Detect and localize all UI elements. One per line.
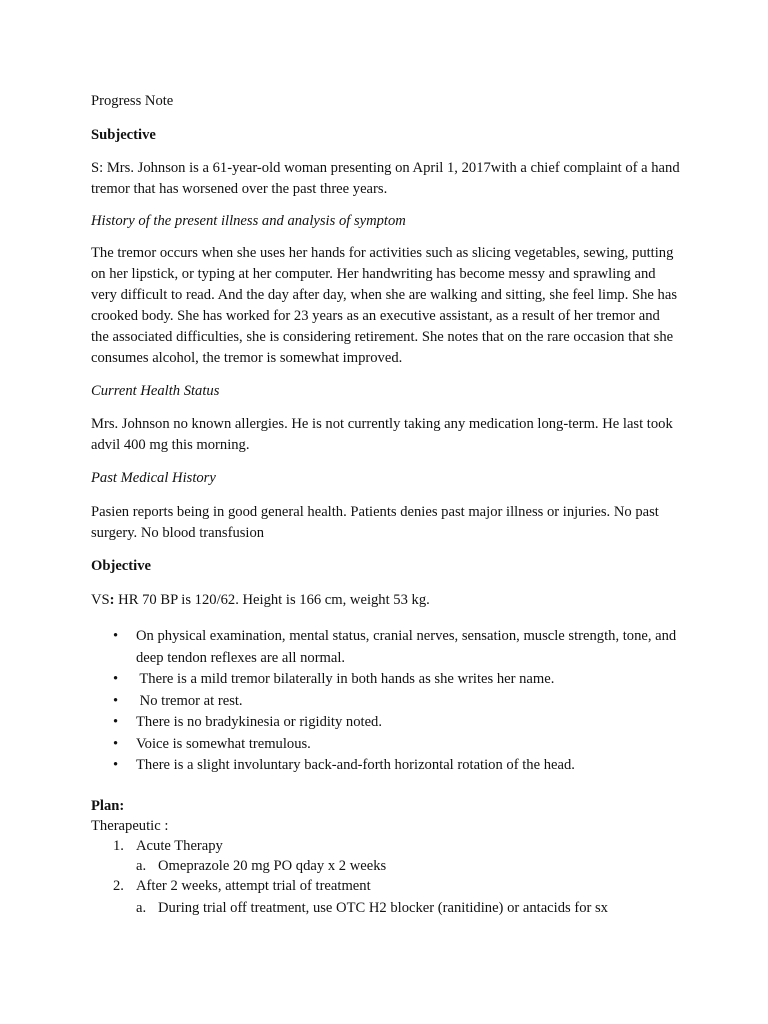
- plan-subitem-text: During trial off treatment, use OTC H2 blocker (ranitidine) or antacids for sx: [158, 900, 608, 916]
- list-item: [91, 669, 681, 691]
- current-health-status-paragraph: Mrs. Johnson no known allergies. He is not currently taking any medication long-term. He last took advil 400 mg this morning.: [91, 416, 673, 453]
- plan-item-text: Acute Therapy: [136, 838, 223, 854]
- list-item: [91, 734, 681, 756]
- plan-heading: Plan:: [91, 798, 125, 814]
- list-item: [91, 712, 681, 734]
- plan-item-text: After 2 weeks, attempt trial of treatment: [136, 878, 371, 894]
- subjective-heading: Subjective: [91, 127, 156, 143]
- list-item-text: Voice is somewhat tremulous.: [136, 735, 311, 752]
- plan-item-number: 2.: [113, 878, 124, 894]
- therapeutic-label: Therapeutic :: [91, 818, 169, 834]
- hpi-heading: History of the present illness and analysis of symptom: [91, 213, 406, 229]
- bullet-icon: •: [113, 714, 119, 730]
- note-title: Progress Note: [91, 93, 174, 109]
- list-item-text: There is no bradykinesia or rigidity noted.: [136, 714, 383, 730]
- objective-heading: Objective: [91, 558, 151, 574]
- list-item-text: There is a mild tremor bilaterally in both hands as she writes her name.: [136, 671, 555, 687]
- bullet-icon: •: [113, 671, 119, 687]
- subjective-text: Mrs. Johnson is a 61-year-old woman presenting on April 1, 2017with a chief complaint of a hand tremor that has worsened over the past three years.: [91, 160, 680, 197]
- vs-label: VS: [91, 592, 110, 608]
- bullet-icon: •: [113, 692, 119, 709]
- past-medical-history-heading: Past Medical History: [91, 470, 216, 486]
- subjective-paragraph: [91, 158, 681, 200]
- bullet-icon: •: [113, 628, 119, 644]
- plan-subitem-letter: a.: [136, 900, 147, 916]
- vital-signs-line: [91, 590, 681, 611]
- bullet-icon: •: [113, 735, 119, 752]
- subjective-label: S:: [91, 160, 107, 176]
- plan-subitem-text: Omeprazole 20 mg PO qday x 2 weeks: [158, 858, 387, 874]
- list-item: [91, 626, 681, 669]
- list-item-text: There is a slight involuntary back-and-forth horizontal rotation of the head.: [136, 757, 575, 773]
- list-item: [91, 755, 681, 777]
- plan-subitem-letter: a.: [136, 858, 147, 874]
- past-medical-history-paragraph: Pasien reports being in good general health. Patients denies past major illness or injuries. No past surgery. No blood transfusion: [91, 504, 659, 541]
- vs-colon: :: [109, 592, 115, 608]
- vs-text: HR 70 BP is 120/62. Height is 166 cm, weight 53 kg.: [114, 592, 430, 608]
- bullet-icon: •: [113, 757, 119, 773]
- current-health-status-heading: Current Health Status: [91, 383, 220, 399]
- exam-findings-list: [91, 626, 681, 777]
- hpi-paragraph: The tremor occurs when she uses her hands for activities such as slicing vegetables, sewing, putting on her lipstick, or typing at her computer. Her handwriting has become messy and sprawling and very difficult to read. And the day after day, when she are walking and sitting, she feel limp. She has crooked body. She has worked for 23 years as an executive assistant, as a result of her tremor and the associated difficulties, she is considering retirement. She notes that on the rare occasion that she consumes alcohol, the tremor is somewhat improved.: [91, 245, 678, 366]
- list-item: [91, 691, 681, 713]
- list-item-text: On physical examination, mental status, cranial nerves, sensation, muscle strength, tone, and deep tendon reflexes are all normal.: [136, 628, 677, 666]
- list-item-text: No tremor at rest.: [136, 692, 243, 709]
- plan-item-number: 1.: [113, 838, 124, 854]
